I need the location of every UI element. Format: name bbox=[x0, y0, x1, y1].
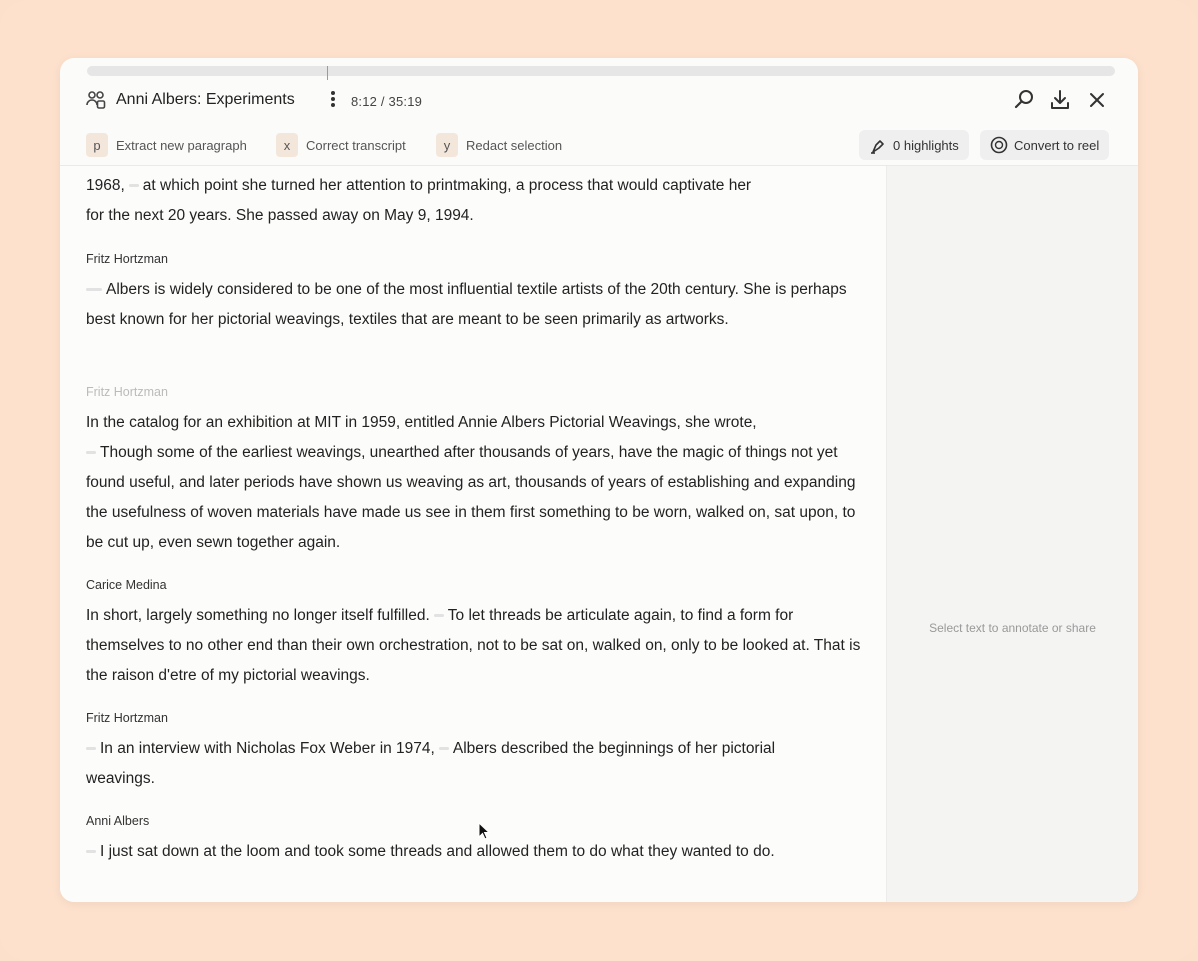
mouse-pointer-icon bbox=[478, 822, 492, 842]
window-header bbox=[60, 86, 1138, 126]
annotation-panel bbox=[886, 166, 1138, 902]
search-icon[interactable] bbox=[1013, 89, 1035, 111]
page-title: Anni Albers: Experiments bbox=[116, 91, 295, 108]
playback-progress-bar[interactable] bbox=[87, 66, 1115, 76]
transcript-paragraph[interactable] bbox=[86, 408, 866, 558]
participants-icon bbox=[86, 90, 106, 110]
transcript-body[interactable] bbox=[60, 166, 886, 902]
timestamp-marker[interactable] bbox=[434, 614, 444, 617]
paragraph-text: Though some of the earliest weavings, unearthed after thousands of years, have the magic of things not yet found useful, and later periods have shown us weaving as art, thousands of years of establishing and expanding the usefulness of woven materials have made us see in them first something to be worn, walked on, sat upon, to be cut up, even sewn together again. bbox=[86, 444, 856, 551]
toolbar bbox=[60, 130, 1138, 160]
playhead[interactable] bbox=[327, 66, 328, 80]
correct-transcript-shortcut[interactable] bbox=[276, 132, 406, 158]
reel-icon bbox=[990, 136, 1008, 154]
shortcut-key: y bbox=[436, 133, 458, 157]
paragraph-text: for the next 20 years. She passed away on May 9, 1994. bbox=[86, 207, 474, 224]
transcript-window bbox=[60, 58, 1138, 902]
shortcut-label: Redact selection bbox=[466, 137, 563, 153]
timestamp-marker[interactable] bbox=[86, 850, 96, 853]
timestamp-marker[interactable] bbox=[86, 288, 102, 291]
speaker-name: Fritz Hortzman bbox=[86, 385, 168, 399]
shortcut-label: Extract new paragraph bbox=[116, 137, 247, 153]
paragraph-text: In short, largely something no longer itself fulfilled. bbox=[86, 607, 430, 624]
transcript-paragraph[interactable] bbox=[86, 734, 806, 794]
paragraph-text: In an interview with Nicholas Fox Weber in 1974, bbox=[100, 740, 435, 757]
more-options-icon[interactable] bbox=[326, 90, 340, 110]
shortcut-key: x bbox=[276, 133, 298, 157]
shortcut-key: p bbox=[86, 133, 108, 157]
paragraph-text: Albers described the beginnings of her pictorial weavings. bbox=[86, 740, 776, 787]
convert-to-reel-button[interactable] bbox=[980, 130, 1109, 160]
playback-time: 8:12 / 35:19 bbox=[351, 94, 423, 109]
timestamp-marker[interactable] bbox=[86, 747, 96, 750]
paragraph-text: To let threads be articulate again, to find a form for themselves to no other end than their own orchestration, not to be sat on, walked on, only to be looked at. That is the raison d'etre of my pictorial weavings. bbox=[86, 607, 861, 684]
speaker-name: Carice Medina bbox=[86, 578, 167, 592]
download-icon[interactable] bbox=[1049, 89, 1071, 111]
paragraph-text: 1968, bbox=[86, 177, 125, 194]
highlights-count: 0 highlights bbox=[893, 137, 959, 153]
transcript-paragraph[interactable] bbox=[86, 837, 856, 867]
timestamp-marker[interactable] bbox=[86, 451, 96, 454]
paragraph-text: Albers is widely considered to be one of the most influential textile artists of the 20th century. She is perhaps best known for her pictorial weavings, textiles that are meant to be seen primarily as artworks. bbox=[86, 281, 847, 328]
timestamp-marker[interactable] bbox=[439, 747, 449, 750]
timestamp-marker[interactable] bbox=[129, 184, 139, 187]
highlighter-icon bbox=[869, 136, 887, 154]
speaker-name: Fritz Hortzman bbox=[86, 252, 168, 266]
transcript-paragraph[interactable] bbox=[86, 171, 866, 231]
redact-selection-shortcut[interactable] bbox=[436, 132, 562, 158]
annotation-hint: Select text to annotate or share bbox=[929, 621, 1096, 635]
paragraph-text: at which point she turned her attention to printmaking, a process that would captivate her bbox=[142, 177, 752, 194]
extract-paragraph-shortcut[interactable] bbox=[86, 132, 247, 158]
paragraph-text: In the catalog for an exhibition at MIT in 1959, entitled Annie Albers Pictorial Weavings, she wrote, bbox=[86, 414, 757, 431]
paragraph-text: I just sat down at the loom and took some threads and allowed them to do what they wanted to do. bbox=[100, 843, 775, 860]
speaker-name: Anni Albers bbox=[86, 814, 150, 828]
transcript-paragraph[interactable] bbox=[86, 275, 856, 335]
transcript-paragraph[interactable] bbox=[86, 601, 866, 691]
speaker-name: Fritz Hortzman bbox=[86, 711, 168, 725]
highlights-button[interactable] bbox=[859, 130, 969, 160]
convert-label: Convert to reel bbox=[1014, 137, 1100, 153]
shortcut-label: Correct transcript bbox=[306, 137, 406, 153]
close-icon[interactable] bbox=[1086, 89, 1108, 111]
